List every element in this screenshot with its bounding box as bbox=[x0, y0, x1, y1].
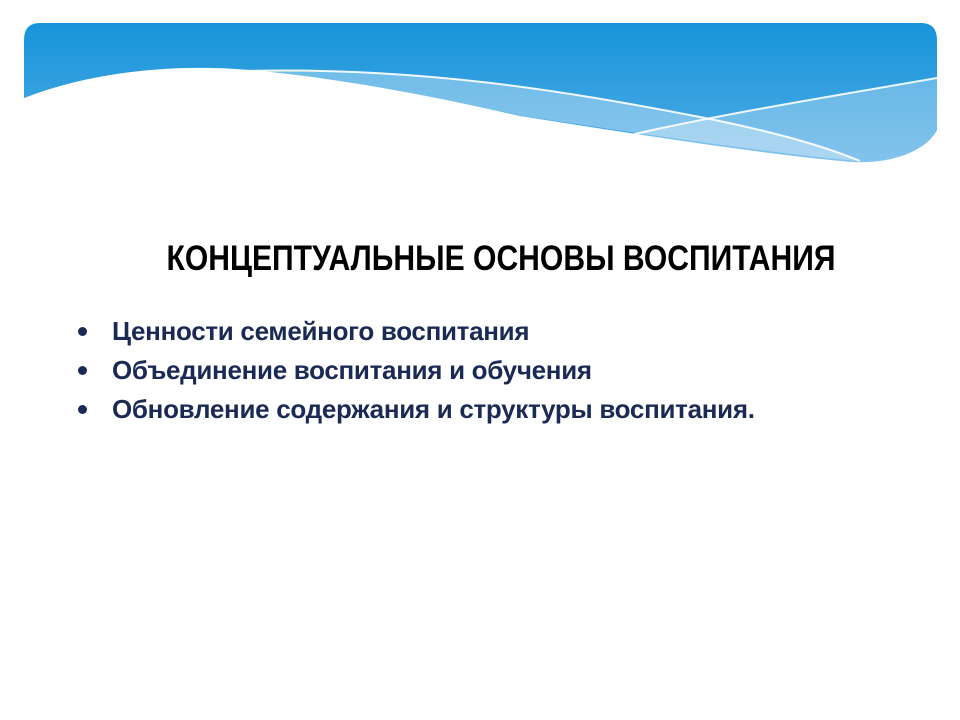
header-wave-graphic bbox=[0, 0, 960, 220]
bullet-list bbox=[78, 312, 755, 429]
bullet-item bbox=[78, 351, 755, 390]
bullet-item bbox=[78, 312, 755, 351]
bullet-text: Объединение воспитания и обучения bbox=[112, 355, 592, 385]
bullet-item bbox=[78, 390, 755, 429]
bullet-text: Обновление содержания и структуры воспитания. bbox=[112, 394, 755, 424]
slide-title: КОНЦЕПТУАЛЬНЫЕ ОСНОВЫ ВОСПИТАНИЯ bbox=[166, 239, 836, 278]
bullet-dot-icon bbox=[78, 366, 87, 375]
bullet-dot-icon bbox=[78, 327, 87, 336]
bullet-dot-icon bbox=[78, 405, 87, 414]
bullet-text: Ценности семейного воспитания bbox=[112, 316, 530, 346]
